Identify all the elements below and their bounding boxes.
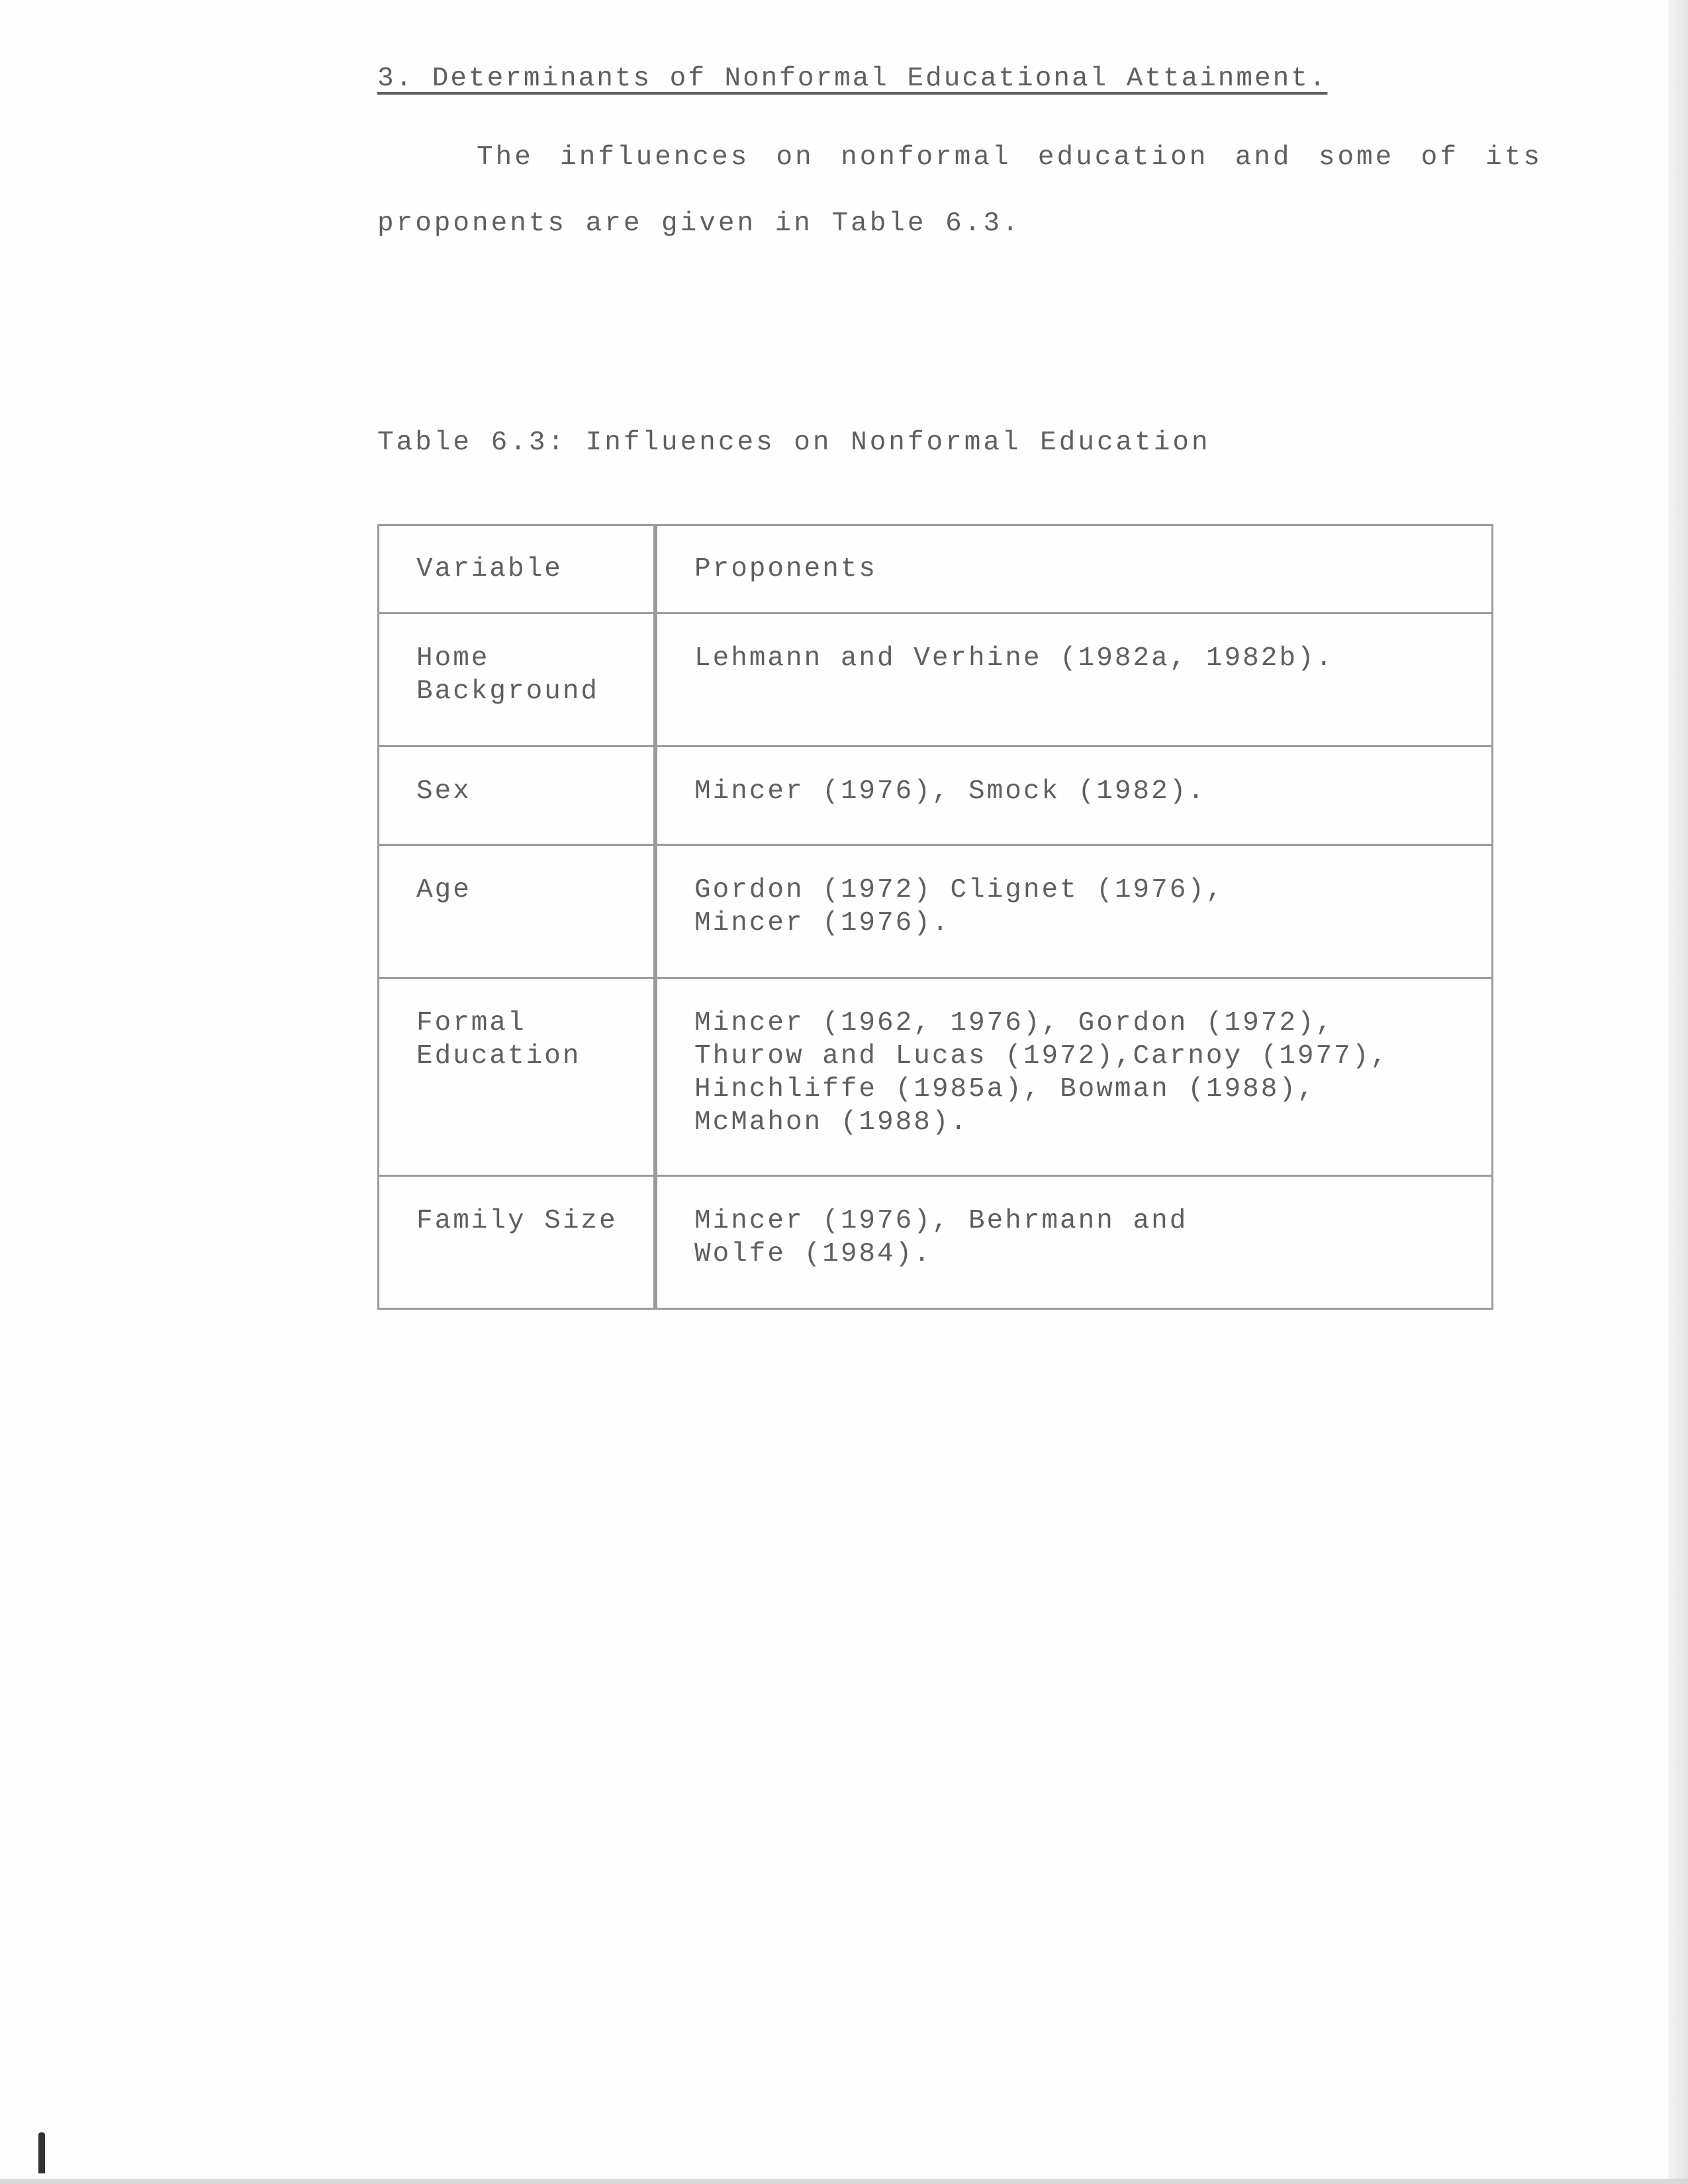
table-header-row <box>379 525 1493 614</box>
table-caption: Table 6.3: Influences on Nonformal Education <box>377 428 1211 458</box>
variable-cell: Age <box>379 845 656 978</box>
proponents-cell: Mincer (1976), Smock (1982). <box>655 747 1493 845</box>
scan-bottom-edge <box>0 2179 1688 2184</box>
variable-cell: Sex <box>379 747 656 845</box>
table-row <box>379 614 1493 747</box>
variable-cell: Family Size <box>379 1176 656 1309</box>
intro-paragraph: The influences on nonformal education and some of its proponents are given in Table 6.3. <box>377 142 1542 239</box>
table-row <box>379 1176 1493 1309</box>
proponents-cell: Lehmann and Verhine (1982a, 1982b). <box>655 614 1493 747</box>
influences-table <box>377 524 1493 1310</box>
scan-right-edge <box>1668 0 1688 2184</box>
table-row <box>379 845 1493 978</box>
proponents-cell: Mincer (1962, 1976), Gordon (1972), Thurow and Lucas (1972),Carnoy (1977), Hinchliffe (1985a), Bowman (1988), McMahon (1988). <box>655 978 1493 1176</box>
section-heading: 3. Determinants of Nonformal Educational Attainment. <box>377 64 1328 94</box>
proponents-cell: Mincer (1976), Behrmann and Wolfe (1984). <box>655 1176 1493 1309</box>
variable-cell: Formal Education <box>379 978 656 1176</box>
table-row <box>379 978 1493 1176</box>
scan-corner-mark <box>38 2132 45 2173</box>
variable-cell: Home Background <box>379 614 656 747</box>
table-row <box>379 747 1493 845</box>
header-proponents: Proponents <box>655 525 1493 614</box>
proponents-cell: Gordon (1972) Clignet (1976), Mincer (1976). <box>655 845 1493 978</box>
header-variable: Variable <box>379 525 656 614</box>
